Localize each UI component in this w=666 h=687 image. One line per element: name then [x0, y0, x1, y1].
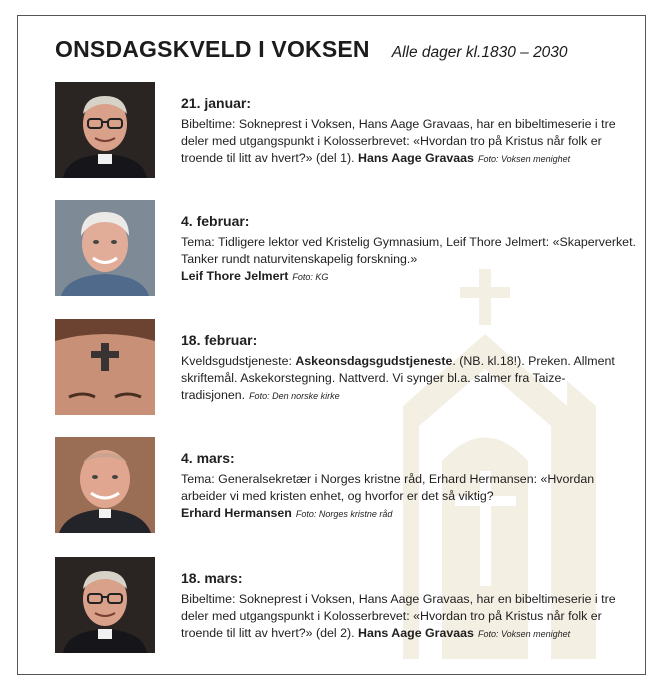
event-description: Bibeltime: Sokneprest i Voksen, Hans Aage Gravaas, har en bibeltimeserie i tre deler med utgangspunkt i Kolosserbrevet: «Hvordan tro på Kristus når folk er troende til litt av hvert?» (del 1). Hans Aage Gravaas Foto: Voksen menighet — [181, 117, 616, 165]
page-title: ONSDAGSKVELD I VOKSEN — [55, 36, 370, 62]
speaker-name: Hans Aage Gravaas — [358, 626, 474, 640]
photo-credit: Foto: Voksen menighet — [477, 629, 571, 639]
program-panel — [17, 15, 646, 675]
event-date: 4. mars: — [181, 450, 235, 466]
service-name: Askeonsdagsgudstjeneste — [295, 354, 453, 368]
speaker-photo — [55, 82, 155, 178]
speaker-name: Leif Thore Jelmert — [181, 269, 289, 283]
event-description: Tema: Tidligere lektor ved Kristelig Gymnasium, Leif Thore Jelmert: «Skaperverket. Tanker rundt naturvitenskapelig forskning.» Leif Thore Jelmert Foto: KG — [181, 235, 636, 283]
page-subtitle: Alle dager kl.1830 – 2030 — [391, 44, 568, 61]
event-description: Kveldsgudstjeneste: Askeonsdagsgudstjeneste. (NB. kl.18!). Preken. Allment skriftemål. Askekorstegning. Nattverd. Vi synger bl.a. salmer fra Taize-tradisjonen. Foto: Den norske kirke — [181, 354, 615, 402]
photo-credit: Foto: Voksen menighet — [477, 154, 571, 164]
speaker-photo — [55, 557, 155, 653]
event-date: 18. mars: — [181, 570, 243, 586]
photo-credit: Foto: KG — [292, 272, 329, 282]
speaker-name: Erhard Hermansen — [181, 506, 292, 520]
speaker-photo — [55, 437, 155, 533]
event-description: Bibeltime: Sokneprest i Voksen, Hans Aage Gravaas, har en bibeltimeserie i tre deler med utgangspunkt i Kolosserbrevet: «Hvordan tro på Kristus når folk er troende til litt av hvert?» (del 2). Hans Aage Gravaas Foto: Voksen menighet — [181, 592, 616, 640]
photo-credit: Foto: Den norske kirke — [249, 391, 340, 401]
event-description: Tema: Generalsekretær i Norges kristne råd, Erhard Hermansen: «Hvordan arbeider vi med kristen enhet, og hvorfor er det så viktig? Erhard Hermansen Foto: Norges kristne råd — [181, 472, 595, 520]
event-date: 21. januar: — [181, 95, 252, 111]
event-photo — [55, 319, 155, 415]
page-header — [55, 36, 568, 63]
speaker-name: Hans Aage Gravaas — [358, 151, 474, 165]
event-date: 18. februar: — [181, 332, 258, 348]
photo-credit: Foto: Norges kristne råd — [295, 509, 393, 519]
speaker-photo — [55, 200, 155, 296]
event-date: 4. februar: — [181, 213, 250, 229]
